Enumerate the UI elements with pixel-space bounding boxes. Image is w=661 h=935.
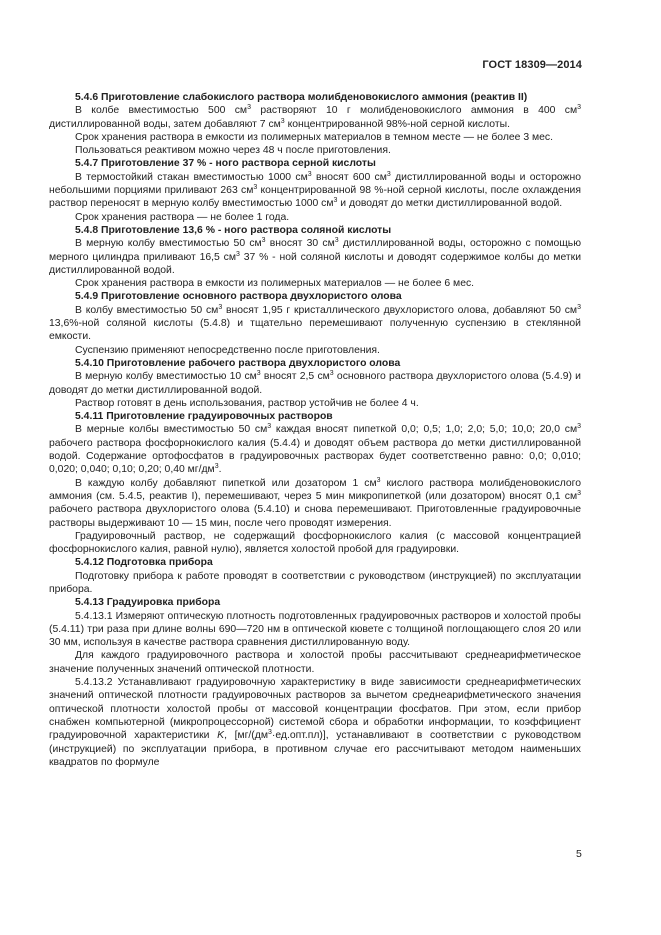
body-paragraph: Подготовку прибора к работе проводят в соответствии с руководством (инструкцией) по эксплуатации прибора. xyxy=(49,570,581,595)
body-paragraph: В термостойкий стакан вместимостью 1000 $см^3$ вносят 600 $см^3$ дистиллированной воды и осторожно небольшими порциями приливают 263 $см^3$ концентрированной 98 %-ной серной кислоты, после охлаждения раствор переносят в мерную колбу вместимостью 1000 $см^3$ и доводят до метки дистиллированной водой. xyxy=(49,170,581,210)
body-paragraph: Срок хранения раствора в емкости из полимерных материалов — не более 6 мес. xyxy=(75,278,475,290)
section-heading: 5.4.13 Градуировка прибора xyxy=(75,597,221,609)
body-paragraph: Раствор готовят в день использования, раствор устойчив не более 4 ч. xyxy=(75,397,419,409)
body-paragraph: 5.4.13.1 Измеряют оптическую плотность подготовленных градуировочных растворов и холостой пробы (5.4.11) три раза при длине волны 690—720 нм в оптической кювете с толщиной поглощающего слоя 20 или 30 мм, используя в качестве раствора сравнения дистиллированную воду. xyxy=(49,610,581,649)
section-heading: 5.4.10 Приготовление рабочего раствора двухлористого олова xyxy=(75,357,401,369)
section-heading: 5.4.12 Подготовка прибора xyxy=(75,557,213,569)
section-heading: 5.4.6 Приготовление слабокислого раствора молибденовокислого аммония (реактив II) xyxy=(75,92,528,103)
section-heading: 5.4.8 Приготовление 13,6 % - ного раствора соляной кислоты xyxy=(75,224,392,236)
page-number: 5 xyxy=(576,848,582,860)
body-paragraph: В мерную колбу вместимостью 50 $см^3$ вносят 30 $см^3$ дистиллированной воды, осторожно с помощью мерного цилиндра приливают 16,5 $см^3$ 37 % - ной соляной кислоты и доводят содержимое колбы до метки дистиллированной водой. xyxy=(49,237,581,276)
body-paragraph: В колбу вместимостью 50 $см^3$ вносят 1,95 г кристаллического двухлористого олова, добавляют 50 $см^3$ 13,6%-ной соляной кислоты (5.4.8) и тщательно перемешивают полученную суспензию в стеклянной емкости. xyxy=(49,303,581,343)
body-paragraph: Для каждого градуировочного раствора и холостой пробы рассчитывают среднеарифметическое значение полученных значений оптической плотности. xyxy=(49,650,581,675)
section-heading: 5.4.11 Приготовление градуировочных растворов xyxy=(75,411,333,423)
body-paragraph: Суспензию применяют непосредственно после приготовления. xyxy=(75,344,380,356)
body-paragraph: Срок хранения раствора — не более 1 года. xyxy=(75,211,290,223)
body-paragraph: В мерную колбу вместимостью 10 $см^3$ вносят 2,5 $см^3$ основного раствора двухлористого олова (5.4.9) и доводят до метки дистиллированной водой. xyxy=(49,370,581,396)
body-paragraph: Пользоваться реактивом можно через 48 ч после приготовления. xyxy=(75,145,391,157)
body-paragraph: В каждую колбу добавляют пипеткой или дозатором 1 $см^3$ кислого раствора молибденовокислого аммония (см. 5.4.5, реактив I), перемешивают, через 5 мин микропипеткой (или дозатором) вносят 0,1 $см^3$ рабочего раствора двухлористого олова (5.4.10) и снова перемешивают. Приготовленные градуировочные растворы выдерживают 10 — 15 мин, после чего проводят измерения. xyxy=(49,476,581,529)
body-paragraph: Градуировочный раствор, не содержащий фосфорнокислого калия (с массовой концентрацией фосфорнокислого калия, равной нулю), является холостой пробой для градуировки. xyxy=(49,530,581,556)
standard-code-header: ГОСТ 18309—2014 xyxy=(482,59,582,71)
body-paragraph: В мерные колбы вместимостью 50 $см^3$ каждая вносят пипеткой 0,0; 0,5; 1,0; 2,0; 5,0; 10,0; 20,0 $см^3$ рабочего раствора фосфорнокислого калия (5.4.4) и доводят объем раствора до метки дистиллированной водой. Содержание ортофосфатов в градуировочных растворах будет соответственно равно: 0,0; 0,010; 0,020; 0,040; 0,10; 0,20; 0,40 $мг/дм^3$. xyxy=(49,423,581,476)
section-heading: 5.4.7 Приготовление 37 % - ного раствора серной кислоты xyxy=(75,158,376,170)
body-paragraph: Срок хранения раствора в емкости из полимерных материалов в темном месте — не более 3 мес. xyxy=(75,131,554,143)
document-body xyxy=(49,91,581,769)
section-heading: 5.4.9 Приготовление основного раствора двухлористого олова xyxy=(75,291,402,303)
body-paragraph: В колбе вместимостью 500 $см^3$ растворяют 10 г молибденовокислого аммония в 400 $см^3$ дистиллированной воды, затем добавляют 7 $см^3$ концентрированной 98%-ной серной кислоты. xyxy=(49,104,581,130)
body-paragraph: 5.4.13.2 Устанавливают градуировочную характеристику в виде зависимости среднеарифметических значений оптической плотности градуировочных растворов за вычетом среднеарифметического значения оптической плотности холостой пробы от массовой концентрации фосфатов. При этом, если прибор снабжен компьютерной (микропроцессорной) системой сбора и обработки информации, то коэффициент градуировочной характеристики K, $[мг/(дм^3\cdot ед.опт.пл)]$, устанавливают в соответствии с руководством (инструкцией) по эксплуатации прибора, в противном случае его рассчитывают методом наименьших квадратов по формуле xyxy=(49,677,581,768)
